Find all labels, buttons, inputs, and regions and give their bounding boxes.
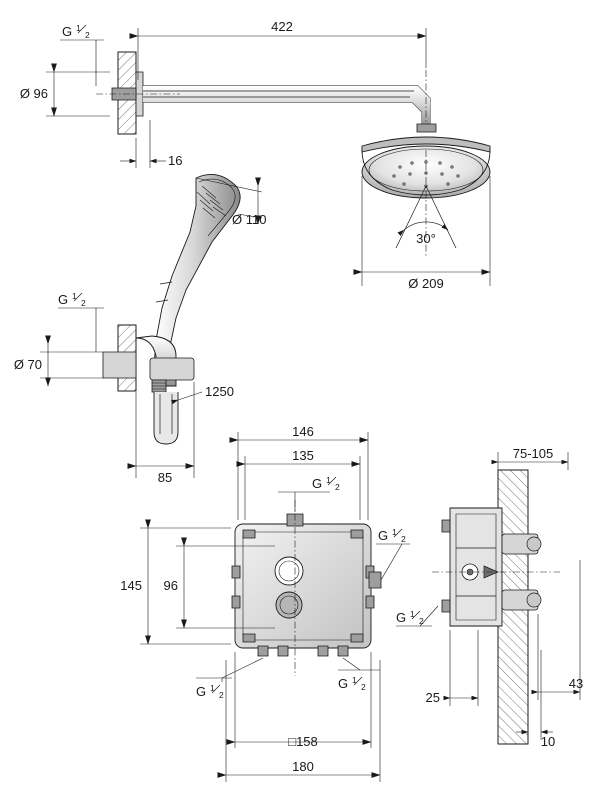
thread-callout-box-bottom-right (338, 675, 366, 692)
thread-num-top-left: 1 (76, 23, 81, 33)
thread-den-elbow: 2 (81, 298, 86, 308)
dim-box-width-inner: 135 (292, 448, 314, 463)
dim-arm-offset: 16 (168, 153, 183, 168)
thread-label-elbow: G (58, 292, 69, 307)
thread-den-sec: 2 (419, 616, 424, 626)
thread-callout-box-right (378, 527, 406, 544)
thread-den-box-top: 2 (335, 482, 340, 492)
thread-callout-box-bottom-left (196, 683, 224, 700)
thread-label-br: G (338, 676, 349, 691)
thread-den-box-right: 2 (401, 534, 406, 544)
shower-hose (154, 392, 178, 444)
box-outline (235, 524, 371, 648)
thread-callout-top-left (62, 23, 90, 40)
dim-box-square: □158 (288, 734, 318, 749)
dim-box-width-outer: 146 (292, 424, 314, 439)
thread-label-box-right: G (378, 528, 389, 543)
thread-callout-section-left (396, 609, 424, 626)
dim-depth-10: 10 (540, 734, 556, 749)
dim-depth-43: 43 (568, 676, 584, 691)
shower-arm-outline-bottom (143, 102, 422, 126)
box-port-right (369, 572, 381, 588)
thread-den-top-left: 2 (85, 30, 90, 40)
dim-box-height-96: 96 (163, 578, 178, 593)
thread-den-br: 2 (361, 682, 366, 692)
thread-num-bl: 1 (210, 683, 215, 693)
dim-box-height-145: 145 (120, 578, 142, 593)
thread-den-bl: 2 (219, 690, 224, 700)
hand-shower-body (154, 174, 240, 366)
dim-handshower-dia: Ø 110 (232, 212, 267, 227)
head-ball-joint (417, 124, 436, 132)
thread-label-top-left: G (62, 24, 73, 39)
shower-head-assembly (362, 124, 490, 291)
thread-num-box-right: 1 (392, 527, 397, 537)
dim-depth-25: 25 (425, 690, 440, 705)
thread-callout-elbow-left (58, 291, 86, 308)
dim-box-width-180: 180 (292, 759, 314, 774)
dim-arm-length: 422 (271, 19, 293, 34)
dim-spray-angle: 30° (416, 231, 436, 246)
hose-connector-block (150, 358, 194, 380)
section-port-left-upper (442, 520, 450, 532)
dim-wall-flange-dia: Ø 96 (19, 86, 48, 101)
section-port-left-lower (442, 600, 450, 612)
dim-hose-length: 1250 (205, 384, 234, 399)
thread-num-elbow: 1 (72, 291, 77, 301)
dim-elbow-flange-dia: Ø 70 (13, 357, 42, 372)
rough-in-box-section-view (396, 446, 583, 749)
hand-shower-assembly (154, 174, 266, 366)
dim-head-dia: Ø 209 (408, 276, 444, 291)
thread-num-br: 1 (352, 675, 357, 685)
dim-elbow-projection: 85 (157, 470, 173, 485)
thread-num-sec: 1 (410, 609, 415, 619)
thread-label-bl: G (196, 684, 207, 699)
thread-label-sec: G (396, 610, 407, 625)
thread-num-box-top: 1 (326, 475, 331, 485)
thread-callout-box-top (312, 475, 340, 492)
wall-elbow-assembly (14, 291, 234, 485)
dim-depth-range: 75-105 (512, 446, 554, 461)
shower-arm-body (143, 86, 430, 126)
thread-label-box-top: G (312, 476, 323, 491)
elbow-wall-stub (103, 352, 136, 378)
